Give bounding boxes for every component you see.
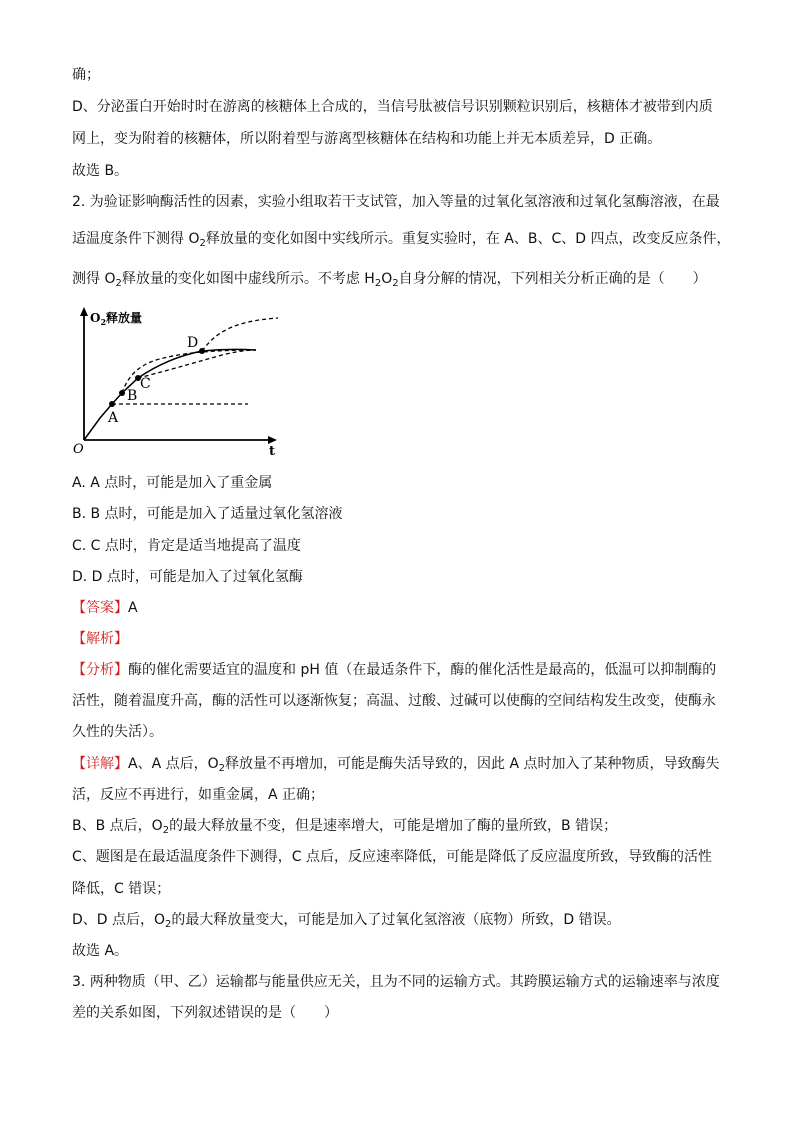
option-b: B. B 点时，可能是加入了适量过氧化氢溶液 bbox=[72, 506, 343, 522]
answer-line bbox=[72, 599, 138, 617]
dashed-curve-d bbox=[202, 318, 278, 351]
dashed-curve-c bbox=[138, 350, 256, 378]
point-a bbox=[109, 401, 115, 407]
analysis-line: 活性，随着温度升高，酶的活性可以逐渐恢复；高温、过酸、过碱可以使酶的空间结构发生改变，使酶永 bbox=[72, 693, 716, 709]
detail-line: 【详解】A、A 点后，$O_2$释放量不再增加，可能是酶失活导致的，因此 A 点时加入了某种物质，导致酶失 bbox=[72, 756, 720, 774]
question-3-stem: 差的关系如图，下列叙述错误的是（ ） bbox=[72, 1005, 338, 1021]
option-a: A. A 点时，可能是加入了重金属 bbox=[72, 475, 273, 491]
detail-line: 活，反应不再进行，如重金属，A 正确； bbox=[72, 787, 325, 803]
point-d bbox=[199, 348, 205, 354]
answer-tag: 【答案】 bbox=[72, 600, 128, 616]
analysis-line: 久性的失活）。 bbox=[72, 724, 163, 740]
analysis-subtag: 【分析】 bbox=[72, 662, 128, 678]
question-2-stem: 适温度条件下测得 $O_2$释放量的变化如图中实线所示。重复实验时，在 A、B、C、D 四点，改变反应条件， bbox=[72, 231, 731, 249]
x-axis-arrow bbox=[268, 436, 277, 444]
y-axis-label: $O_2$释放量 bbox=[90, 311, 143, 327]
analysis-line: 【分析】酶的催化需要适宜的温度和 pH 值（在最适条件下，酶的催化活性是最高的，低温可以抑制酶的 bbox=[72, 662, 717, 678]
y-axis-arrow bbox=[80, 307, 88, 316]
x-axis-label: t bbox=[269, 444, 276, 459]
question-2-stem: 2. 为验证影响酶活性的因素，实验小组取若干支试管，加入等量的过氧化氢溶液和过氧化氢酶溶液，在最 bbox=[72, 194, 720, 210]
text-line: 故选 B。 bbox=[72, 163, 129, 179]
point-b bbox=[119, 390, 125, 396]
o2-release-figure bbox=[72, 306, 284, 460]
analysis-tag: 【解析】 bbox=[72, 631, 128, 647]
point-label-a: A bbox=[108, 410, 119, 426]
detail-line: D、D 点后，$O_2$的最大释放量变大，可能是加入了过氧化氢溶液（底物）所致，D 错误。 bbox=[72, 912, 621, 930]
question-3-stem: 3. 两种物质（甲、乙）运输都与能量供应无关，且为不同的运输方式。其跨膜运输方式的运输速率与浓度 bbox=[72, 974, 720, 990]
detail-line: 降低，C 错误； bbox=[72, 881, 171, 897]
detail-line: C、题图是在最适温度条件下测得，C 点后，反应速率降低，可能是降低了反应温度所致，导致酶的活性 bbox=[72, 849, 712, 865]
point-label-d: D bbox=[187, 335, 199, 351]
point-label-b: B bbox=[127, 388, 138, 404]
solid-curve bbox=[84, 349, 256, 440]
detail-tag: 【详解】 bbox=[72, 756, 128, 772]
origin-label: O bbox=[73, 442, 84, 457]
question-2-stem: 测得 $O_2$释放量的变化如图中虚线所示。不考虑 $H_2O_2$自身分解的情况，下列相关分析正确的是（ ） bbox=[72, 271, 707, 289]
detail-line: B、B 点后，$O_2$的最大释放量不变，但是速率增大，可能是增加了酶的量所致，B 错误； bbox=[72, 818, 618, 836]
answer-value: A bbox=[128, 600, 138, 616]
text-line: 网上，变为附着的核糖体，所以附着型与游离型核糖体在结构和功能上并无本质差异，D 正确。 bbox=[72, 131, 662, 147]
text-line: D、分泌蛋白开始时时在游离的核糖体上合成的，当信号肽被信号识别颗粒识别后，核糖体才被带到内质 bbox=[72, 99, 713, 115]
option-c: C. C 点时，肯定是适当地提高了温度 bbox=[72, 538, 301, 554]
detail-line: 故选 A。 bbox=[72, 943, 129, 959]
text-line: 确； bbox=[72, 67, 100, 83]
option-d: D. D 点时，可能是加入了过氧化氢酶 bbox=[72, 569, 303, 585]
point-label-c: C bbox=[140, 376, 151, 392]
